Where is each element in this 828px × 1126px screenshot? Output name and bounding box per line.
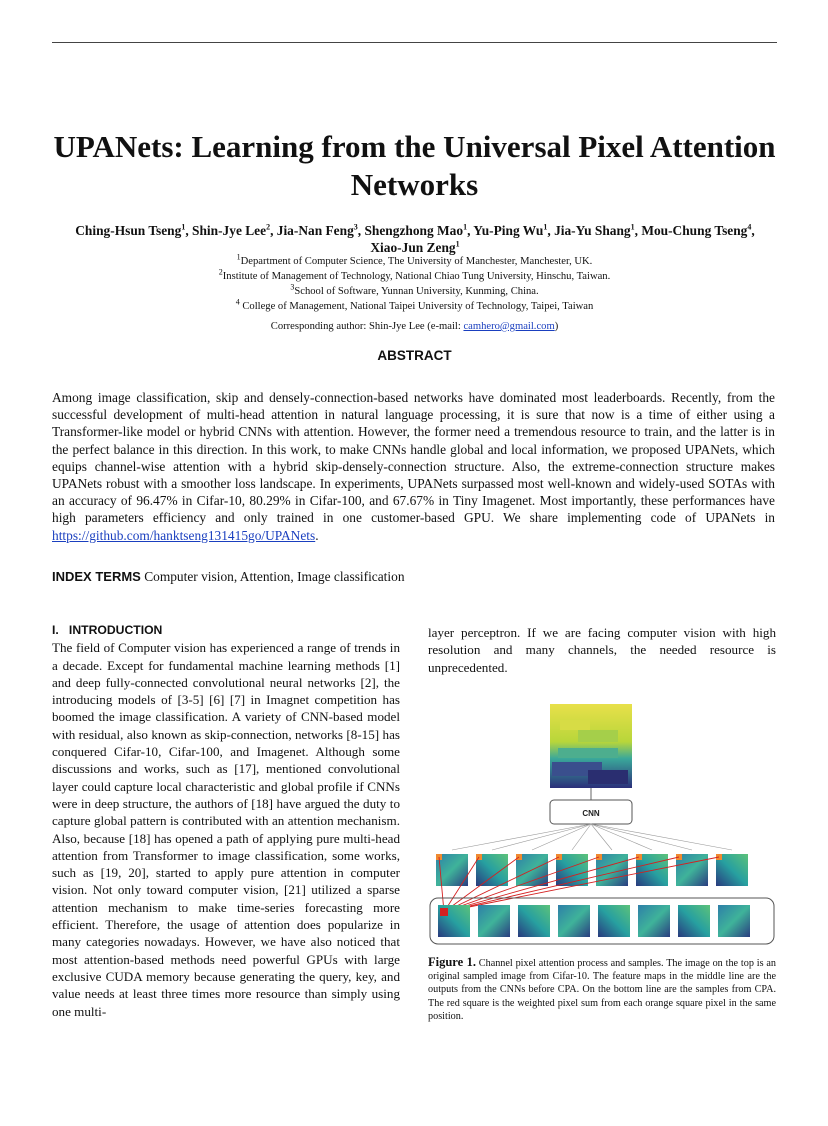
author-name: Jia-Yu Shang	[554, 223, 631, 238]
corresponding-author	[52, 321, 777, 332]
affiliation-mark: 1	[236, 252, 241, 262]
email-link[interactable]: camhero@gmail.com	[463, 321, 555, 332]
author-name: Ching-Hsun Tseng	[75, 223, 182, 238]
author-affiliation-mark: 1	[543, 222, 548, 232]
affiliation-line: $^4$ College of Management, National Taipei University of Technology, Taipei, Taiwan	[235, 297, 594, 312]
author-affiliation-mark: 1	[181, 222, 186, 232]
affiliation-line: $^2$Institute of Management of Technology, National Chiao Tung University, Hinschu, Taiwan.	[218, 267, 611, 282]
intro-heading: I. INTRODUCTION	[52, 623, 163, 637]
caption-text: Channel pixel attention process and samples. The image on the top is an original sampled image from Cifar-10. The feature maps in the middle line are the outputs from the CNNs before CPA. On the bottom line are the samples from CPA. The red square is the weighted pixel sum from each orange square pixel in the same position.	[428, 958, 776, 1022]
author-name: Xiao-Jun Zeng	[370, 240, 456, 255]
header-rule	[52, 42, 777, 43]
author-affiliation-mark: 4	[747, 222, 752, 232]
abstract-end: .	[315, 527, 319, 543]
affiliation-mark: 4	[235, 297, 240, 307]
paper-title: UPANets: Learning from the Universal Pixel Attention Networks	[53, 129, 776, 202]
corresponding-suffix: )	[554, 321, 559, 332]
author-name: Jia-Nan Feng	[276, 223, 354, 238]
author-affiliation-mark: 2	[266, 222, 271, 232]
original-image	[550, 704, 632, 788]
affiliation-mark: 2	[218, 267, 223, 277]
index-terms-label: INDEX TERMS	[52, 569, 141, 584]
corresponding-prefix: Corresponding author: Shin-Jye Lee (e-mail:	[270, 321, 464, 332]
author-name: Yu-Ping Wu	[473, 223, 544, 238]
affiliation-line: $^1$Department of Computer Science, The University of Manchester, Manchester, UK.	[236, 252, 593, 267]
author-affiliation-mark: 1	[630, 222, 635, 232]
cnn-label: CNN	[582, 809, 600, 818]
author-list: Ching-Hsun Tseng$^1$, Shin-Jye Lee$^2$, Jia-Nan Feng$^3$, Shengzhong Mao$^1$, Yu-Ping Wu$^1$, Jia-Yu Shang$^1$, Mou-Chung Tseng$^4$, Xiao-Jun Zeng$^1$	[75, 222, 755, 255]
abstract-heading: ABSTRACT	[377, 348, 452, 363]
abstract-body	[52, 389, 775, 544]
cpa-sample-row	[438, 905, 750, 937]
affiliations	[52, 254, 777, 314]
author-affiliation-mark: 1	[463, 222, 468, 232]
author-affiliation-mark: 1	[455, 239, 460, 249]
affiliation-mark: 3	[290, 282, 295, 292]
github-link[interactable]: https://github.com/hanktseng131415go/UPANets	[52, 527, 316, 543]
figure-diagram	[428, 700, 776, 950]
author-name: Mou-Chung Tseng	[641, 223, 748, 238]
index-terms-text: Computer vision, Attention, Image classification	[140, 569, 405, 584]
cnn-block	[550, 800, 632, 824]
author-affiliation-mark: 3	[353, 222, 358, 232]
figure-caption	[428, 956, 776, 1023]
intro-left-column	[52, 622, 400, 1020]
weighted-red-square	[440, 908, 448, 916]
affiliation-line: $^3$School of Software, Yunnan University, Kunming, China.	[290, 282, 539, 297]
intro-right-column: layer perceptron. If we are facing computer vision with high resolution and many channels, the needed resource is unprecedented.	[428, 625, 776, 675]
cnn-fanout-lines	[452, 824, 732, 850]
abstract-text: Among image classification, skip and densely-connection-based networks have dominated most leaderboards. Recently, from the successful development of multi-head attention in natural language processing, it is sure that now is a time of either using a Transformer-like model or hybrid CNNs with attention. However, the former need a tremendous resource to train, and the latter is in the perfect balance in this direction. In this work, to make CNNs handle global and local information, we proposed UPANets, which equips channel-wise attention with a hybrid skip-densely-connection structure. Also, the extreme-connection structure makes UPANets robust with a smoother loss landscape. In experiments, UPANets surpassed most well-known and widely-used SOTAs with an accuracy of 96.47% in Cifar-10, 80.29% in Cifar-100, and 67.67% in Tiny Imagenet. Most importantly, these performances have high parameters efficiency and only trained in one customer-based GPU. We share implementing code of UPANets in	[52, 390, 775, 526]
author-name: Shin-Jye Lee	[192, 223, 267, 238]
figure-1	[428, 700, 776, 950]
intro-paragraph: The field of Computer vision has experienced a range of trends in a decade. Except for fundamental machine learning methods [1] and deep fully-connected convolutional neural networks [2], the introducing models of [3-5] [6] [7] in Imagnet competition has boomed the image classification. A variety of CNN-based model with residual, also known as skip-connection, networks [8-15] has conquered Cifar-10, Cifar-100, and Imagenet. Although some discussions and works, such as [17], mentioned convolutional layer could capture local characteristic and global profile if CNNs were in deep structure, the authors of [18] have argued the duty to capture global pattern is contributed with an attention mechanism. Also, because [18] has opened a path of applying pure multi-head attention from Transformer to image classification, some works, such as [19, 20], started to apply pure attention in computer vision. Not only toward computer vision, [21] utilized a sparse attention mechanism to make time-series forecasting more efficient. Therefore, the usage of attention does popularize in many categories nowadays. However, we have also noticed that most attention-based methods need powerful GPUs with large exclusive CUDA memory because generating the query, key, and value needs at least three times more resource than simply using one multi-	[52, 640, 400, 1019]
index-terms	[52, 569, 777, 585]
author-name: Shengzhong Mao	[364, 223, 464, 238]
figure-label: Figure 1.	[428, 955, 476, 969]
